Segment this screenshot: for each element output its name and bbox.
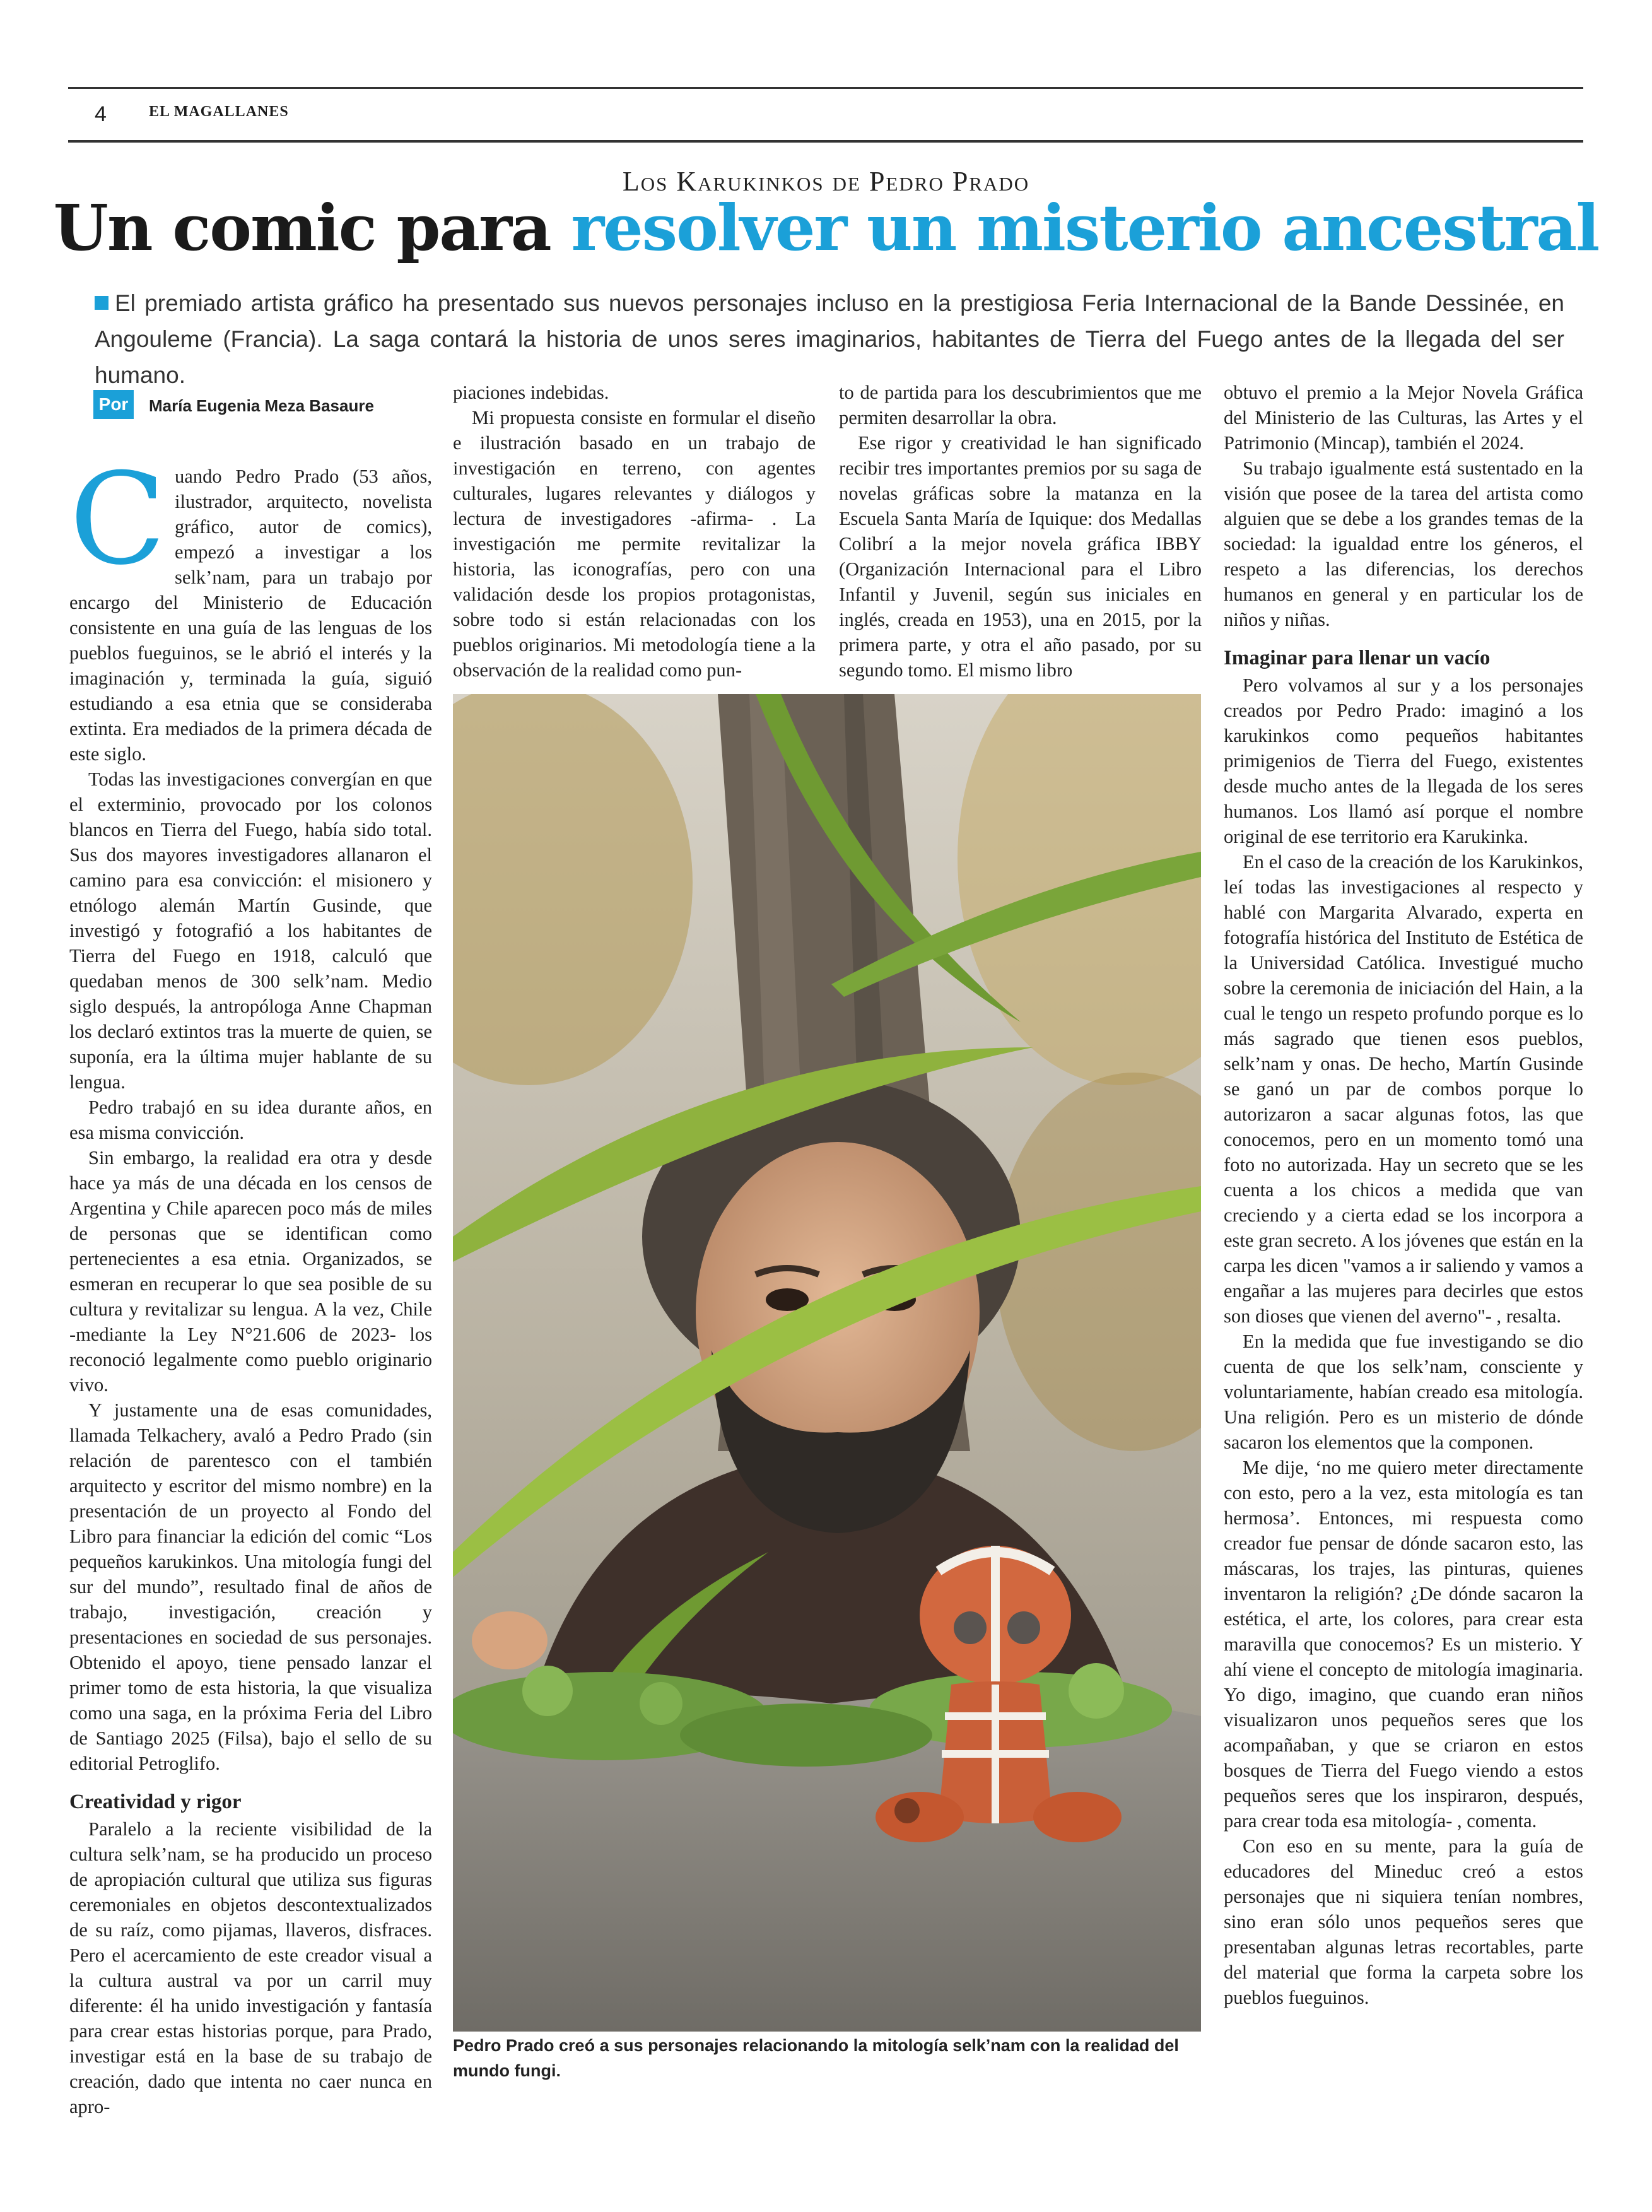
page-number: 4 — [95, 102, 107, 126]
byline-author: María Eugenia Meza Basaure — [149, 396, 374, 415]
subheading: Imaginar para llenar un vacío — [1224, 647, 1491, 669]
paragraph: Con eso en su mente, para la guía de educadores del Mineduc creó a estos personajes que ni siquiera tenían nombres, sino eran sólo unos pequeños seres que presentaban algunas letras recortables, parte del material que forma la carpeta sobre los pueblos fueguinos. — [1224, 1835, 1583, 2008]
paragraph: Y justamente una de esas comunidades, llamada Telkachery, avaló a Pedro Prado (sin relación de parentesco con el también arquitecto y escritor del mismo nombre) en la presentación de un proyecto al Fondo del Libro para financiar la edición del comic “Los pequeños karukinkos. Una mitología fungi del sur del mundo”, resultado final de años de trabajo, investigación, creación y presentaciones en sociedad de sus personajes. Obtenido el apoyo, tiene pensado lanzar el primer tomo de esta historia, la que visualiza como una saga, en la próxima Feria del Libro de Santiago 2025 (Filsa), bajo el sello de su editorial Petroglifo. — [69, 1399, 432, 1774]
paragraph: Pero volvamos al sur y a los personajes creados por Pedro Prado: imaginó a los karukinkos como pequeños habitantes primigenios de Tierra del Fuego, existentes desde mucho antes de la llegada de los seres humanos. Los llamó así porque el nombre original de ese territorio era Karukinka. — [1224, 674, 1583, 847]
headline-part-1: Un comic para — [53, 191, 571, 265]
paragraph: Mi propuesta consiste en formular el diseño e ilustración basado en un trabajo de investigación en terreno, con agentes culturales, lugares relevantes y diálogos y lectura de investigadores -afirma- . La investigación me permite revitalizar la historia, las iconografías, pero con una validación desde los propios protagonistas, sobre todo si están relacionadas con los pueblos originarios. Mi metodología tiene a la observación de la realidad como pun- — [453, 407, 816, 681]
top-rule — [68, 87, 1583, 89]
lead-square-bullet-icon — [95, 296, 108, 310]
article-column-2 — [453, 380, 816, 683]
paragraph: Todas las investigaciones convergían en que el exterminio, provocado por los colonos blancos en Tierra del Fuego, había sido total. Sus dos mayores investigadores allanaron el camino para esa convicción: el misionero y etnólogo alemán Martín Gusinde, que investigó y fotografió a los habitantes de Tierra del Fuego en 1918, calculó que quedaban menos de 300 selk’nam. Medio siglo después, la antropóloga Anne Chapman los declaró extintos tras la muerte de quien, se suponía, era la última mujer hablante de su lengua. — [69, 768, 432, 1093]
paragraph: to de partida para los descubrimientos que me permiten desarrollar la obra. — [839, 382, 1202, 428]
paragraph: Su trabajo igualmente está sustentado en la visión que posee de la tarea del artista como alguien que se debe a los grandes temas de la sociedad: la igualdad entre los géneros, el respeto a las diferencias, los derechos humanos en general y en particular los de niños y niñas. — [1224, 457, 1583, 630]
paragraph: En la medida que fue investigando se dio cuenta de que los selk’nam, consciente y voluntariamente, habían creado esa mitología. Una religión. Pero es un misterio de dónde sacaron los elementos que la componen. — [1224, 1331, 1583, 1453]
paragraph: Pedro trabajó en su idea durante años, en esa misma convicción. — [69, 1097, 432, 1143]
byline-tag: Por — [93, 390, 134, 419]
article-photo — [453, 694, 1201, 2032]
photo-illustration — [453, 694, 1201, 2032]
lead-text: El premiado artista gráfico ha presentado sus nuevos personajes incluso en la prestigiosa Feria Internacional de la Bande Dessinée, en Angouleme (Francia). La saga contará la historia de unos seres imaginarios, habitantes de Tierra del Fuego antes de la llegada del ser humano. — [95, 290, 1564, 388]
drop-cap: C — [69, 446, 167, 593]
paragraph-text: uando Pedro Prado (53 años, ilustrador, arquitecto, novelista gráfico, autor de comics), empezó a investigar a los selk’nam, para un trabajo por encargo del Ministerio de Educación consistente en una guía de las lenguas de los pueblos fueguinos, se le abrió el interés y la imaginación y, terminada la guía, siguió estudiando a esa etnia que se consideraba extinta. Era mediados de la primera década de este siglo. — [69, 466, 432, 765]
photo-caption: Pedro Prado creó a sus personajes relacionando la mitología selk’nam con la realidad del mundo fungi. — [453, 2036, 1179, 2080]
paragraph: Sin embargo, la realidad era otra y desde hace ya más de una década en los censos de Argentina y Chile aparecen poco más de miles de personas que se identifican como pertenecientes a esa etnia. Organizados, se esmeran en recuperar lo que sea posible de su cultura y revitalizar su lengua. A la vez, Chile -mediante la Ley N°21.606 de 2023- los reconoció legalmente como pueblo originario vivo. — [69, 1147, 432, 1396]
paragraph: En el caso de la creación de los Karukinkos, leí todas las investigaciones al respecto y hablé con Margarita Alvarado, experta en fotografía histórica del Instituto de Estética de la Universidad Católica. Investigué mucho sobre la ceremonia de iniciación del Hain, a la cual le tengo un respeto profundo porque es lo más sagrado que tienen esos pueblos, selk’nam y onas. De hecho, Martín Gusinde se ganó un par de combos porque lo autorizaron a sacar algunas fotos, las que conocemos, pero en un momento tomó una foto no autorizada. Hay un secreto que se les cuenta a los chicos a medida que van creciendo y a cierta edad se los incorpora a este gran secreto. A los jóvenes que están en la carpa les dicen "vamos a ir saliendo y vamos a engañar a las mujeres para decirles que estos son dioses que vienen del averno"- , resalta. — [1224, 851, 1583, 1327]
article-column-3 — [839, 380, 1202, 683]
paragraph — [69, 446, 432, 767]
article-column-1 — [69, 446, 432, 2119]
newspaper-name: EL MAGALLANES — [149, 103, 289, 120]
article-column-4 — [1224, 380, 1583, 2010]
article-headline — [0, 191, 1652, 265]
article-lead — [95, 285, 1564, 393]
header-rule — [68, 140, 1583, 143]
paragraph: Ese rigor y creatividad le han significado recibir tres importantes premios por su saga de novelas gráficas sobre la matanza en la Escuela Santa María de Iquique: dos Medallas Colibrí a la mejor novela gráfica IBBY (Organización Internacional para el Libro Infantil y Juvenil, según sus iniciales en inglés, creada en 1953), una en 2015, por la primera parte, y otra el año pasado, por su segundo tomo. El mismo libro — [839, 432, 1202, 681]
paragraph: Paralelo a la reciente visibilidad de la cultura selk’nam, se ha producido un proceso de apropiación cultural que utiliza sus figuras ceremoniales en objetos descontextualizados de su raíz, como pijamas, llaveros, disfraces. Pero el acercamiento de este creador visual a la cultura austral va por un carril muy diferente: él ha unido investigación y fantasía para crear estas historias porque, para Prado, investigar está en la base de su trabajo de creación, dado que intenta no caer nunca en apro- — [69, 1818, 432, 2117]
paragraph: obtuvo el premio a la Mejor Novela Gráfica del Ministerio de las Culturas, las Artes y el Patrimonio (Mincap), también el 2024. — [1224, 382, 1583, 454]
paragraph: piaciones indebidas. — [453, 382, 609, 403]
article-kicker: Los Karukinkos de Pedro Prado — [622, 166, 1030, 197]
subheading: Creatividad y rigor — [69, 1791, 242, 1813]
paragraph: Me dije, ‘no me quiero meter directamente con esto, pero a la vez, esta mitología es tan hermosa’. Entonces, mi respuesta como creador fue pensar de dónde sacaron esto, las máscaras, los trajes, las pinturas, quienes inventaron la religión? ¿De dónde sacaron la estética, el arte, los colores, para crear esta maravilla que conocemos? Es un misterio. Y ahí viene el concepto de mitología imaginaria. Yo digo, imagino, que cuando eran niños visualizaron unos pequeños seres que los acompañaban, y que se criaron en estos bosques de Tierra del Fuego viendo a estos pequeños seres que los inspiraron, después, para crear toda esa mitología- , comenta. — [1224, 1457, 1583, 1832]
headline-part-2: resolver un misterio ancestral — [571, 191, 1599, 265]
